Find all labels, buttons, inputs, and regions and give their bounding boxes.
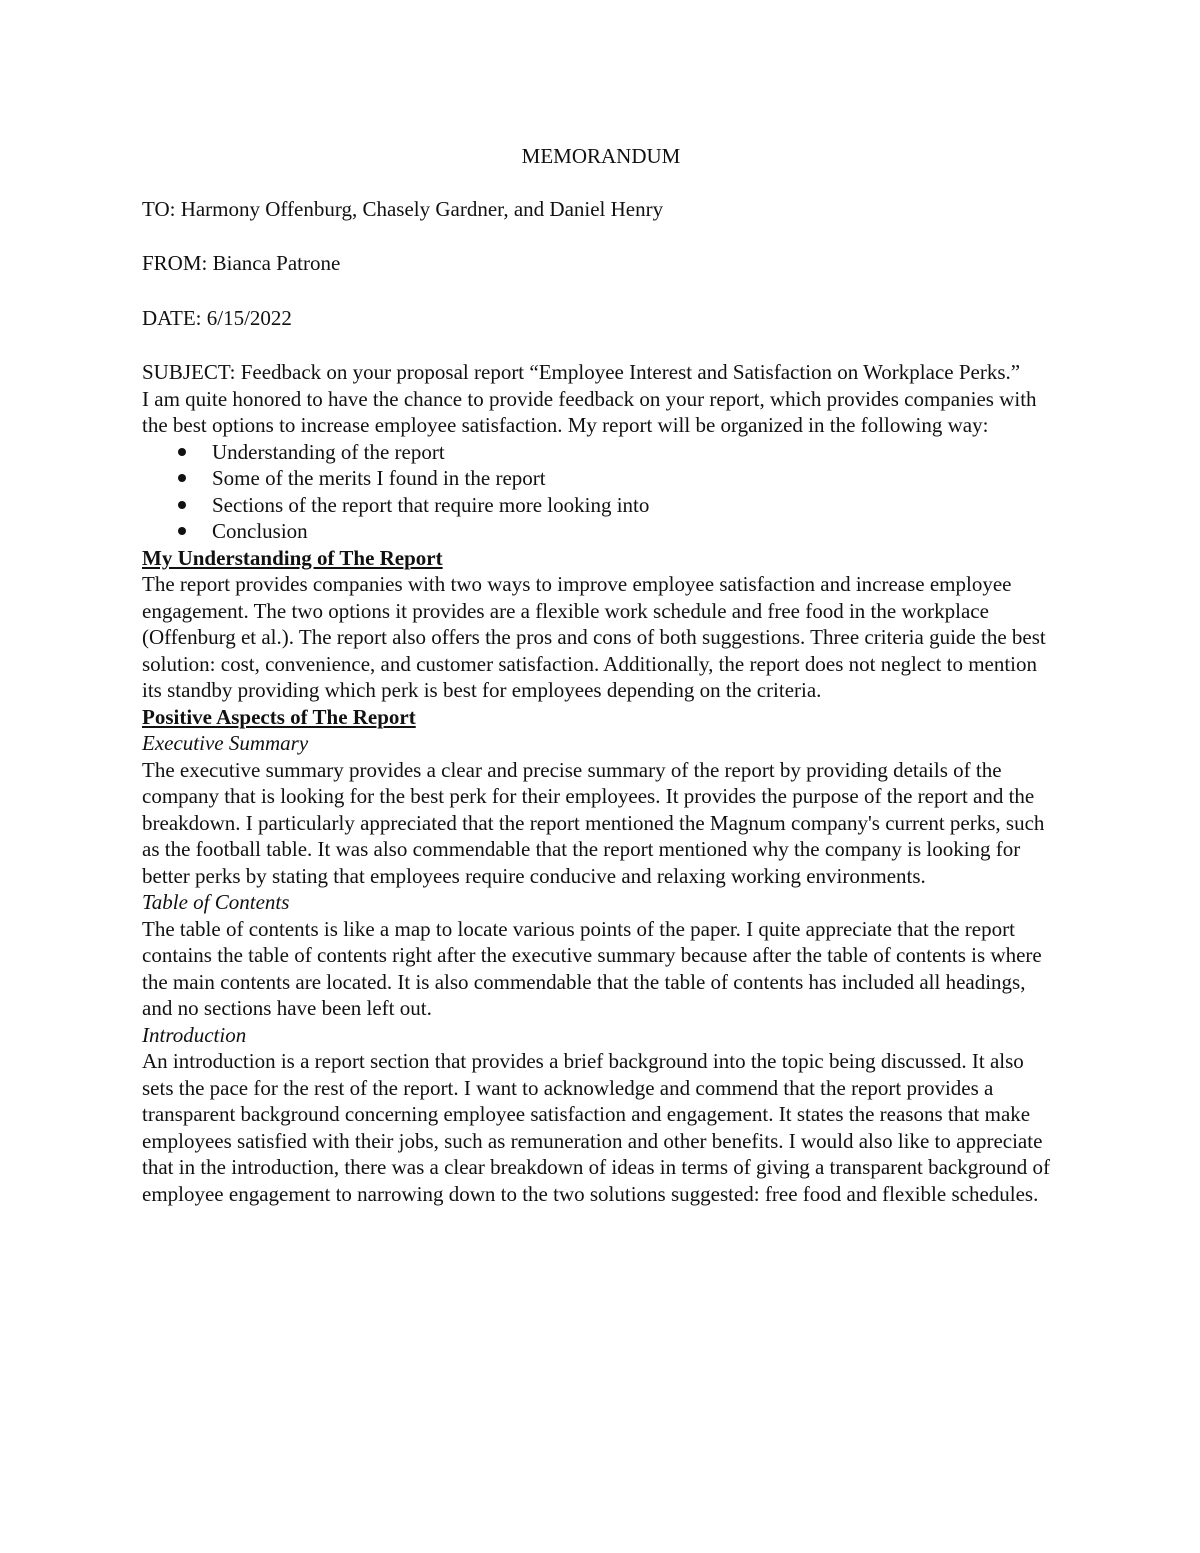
memo-title: MEMORANDUM xyxy=(521,144,681,168)
memo-from-line: FROM: Bianca Patrone xyxy=(142,251,341,275)
memo-to-line: TO: Harmony Offenburg, Chasely Gardner, and Daniel Henry xyxy=(142,196,664,221)
table-of-contents-subheading: Table of Contents xyxy=(142,890,290,914)
introduction-subheading: Introduction xyxy=(142,1022,247,1047)
report-outline-list xyxy=(142,439,1060,545)
memo-date-line: DATE: 6/15/2022 xyxy=(142,305,292,330)
intro-paragraph: I am quite honored to have the chance to provide feedback on your report, which provides companies with the best options to increase employee satisfaction. My report will be organized in the following way: xyxy=(142,386,1037,437)
table-of-contents-paragraph: The table of contents is like a map to locate various points of the paper. I quite appreciate that the report contains the table of contents right after the executive summary because after the table of contents is where the main contents are located. It is also commendable that the table of contents has included all headings, and no sections have been left out. xyxy=(142,916,1042,1020)
list-item: Understanding of the report xyxy=(212,439,1060,466)
list-item: Sections of the report that require more looking into xyxy=(212,492,1060,519)
executive-summary-subheading: Executive Summary xyxy=(142,731,309,755)
understanding-paragraph: The report provides companies with two ways to improve employee satisfaction and increase employee engagement. The two options it provides are a flexible work schedule and free food in the workplace (Offenburg et al.). The report also offers the pros and cons of both suggestions. Three criteria guide the best solution: cost, convenience, and customer satisfaction. Additionally, the report does not neglect to mention its standby providing which perk is best for employees depending on the criteria. xyxy=(142,572,1046,702)
list-item: Some of the merits I found in the report xyxy=(212,465,1060,492)
memo-subject-line: SUBJECT: Feedback on your proposal report “Employee Interest and Satisfaction on Workplace Perks.” xyxy=(142,360,1021,384)
understanding-heading: My Understanding of The Report xyxy=(142,545,443,570)
list-item: Conclusion xyxy=(212,518,1060,545)
introduction-paragraph: An introduction is a report section that provides a brief background into the topic being discussed. It also sets the pace for the rest of the report. I want to acknowledge and commend that the report provides a transparent background concerning employee satisfaction and engagement. It states the reasons that make employees satisfied with their jobs, such as remuneration and other benefits. I would also like to appreciate that in the introduction, there was a clear breakdown of ideas in terms of giving a transparent background of employee engagement to narrowing down to the two solutions suggested: free food and flexible schedules. xyxy=(142,1049,1050,1206)
positive-aspects-heading: Positive Aspects of The Report xyxy=(142,704,416,729)
executive-summary-paragraph: The executive summary provides a clear and precise summary of the report by providing details of the company that is looking for the best perk for their employees. It provides the purpose of the report and the breakdown. I particularly appreciated that the report mentioned the Magnum company's current perks, such as the football table. It was also commendable that the report mentioned why the company is looking for better perks by stating that employees require conducive and relaxing working environments. xyxy=(142,757,1045,888)
